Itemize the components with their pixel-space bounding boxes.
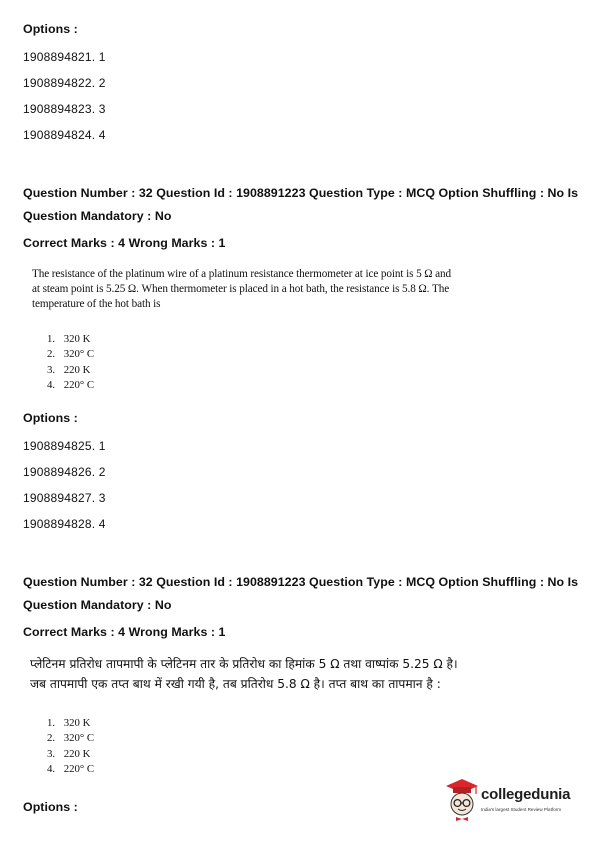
option-line: 1908894824. 4 xyxy=(23,128,106,142)
choice-number: 3. xyxy=(47,747,56,760)
choice-text: 320° C xyxy=(63,732,95,745)
choice-number: 2. xyxy=(47,348,56,361)
choice-text: 320 K xyxy=(63,333,91,345)
choice-text: 220° C xyxy=(63,378,95,391)
question-text-line: प्लेटिनम प्रतिरोध तापमापी के प्लेटिनम तार के प्रतिरोध का हिमांक 5 Ω तथा वाष्पांक 5.25 Ω है। xyxy=(30,657,458,671)
option-line: 1908894822. 2 xyxy=(23,76,106,90)
choice-number: 1. xyxy=(47,333,56,345)
option-line: 1908894828. 4 xyxy=(23,517,106,531)
question-marks: Correct Marks : 4 Wrong Marks : 1 xyxy=(23,236,226,250)
question-text-line: temperature of the hot bath is xyxy=(32,298,161,310)
question-text-line: जब तापमापी एक तप्त बाथ में रखी गयी है, तब प्रतिरोध 5.8 Ω है। तप्त बाथ का तापमान है : xyxy=(30,677,441,691)
question-text-line: The resistance of the platinum wire of a platinum resistance thermometer at ice point is 5 Ω and xyxy=(32,268,452,280)
answer-choice xyxy=(47,747,94,762)
option-line: 1908894825. 1 xyxy=(23,439,106,453)
choice-text: 220 K xyxy=(63,747,91,760)
choice-number: 2. xyxy=(47,732,56,745)
question-marks: Correct Marks : 4 Wrong Marks : 1 xyxy=(23,625,226,639)
answer-choice xyxy=(47,332,94,347)
choice-number: 1. xyxy=(47,717,56,729)
answer-choices xyxy=(47,332,94,393)
option-line: 1908894821. 1 xyxy=(23,50,106,64)
answer-choice xyxy=(47,378,94,393)
options-heading: Options : xyxy=(23,22,78,36)
options-heading: Options : xyxy=(23,411,78,425)
answer-choice xyxy=(47,716,94,731)
choice-text: 320° C xyxy=(63,348,95,361)
collegedunia-logo xyxy=(444,776,584,826)
choice-text: 320 K xyxy=(63,717,91,729)
answer-choice xyxy=(47,762,94,777)
option-line: 1908894827. 3 xyxy=(23,491,106,505)
question-header: Question Number : 32 Question Id : 1908891223 Question Type : MCQ Option Shuffling : No Is xyxy=(23,575,579,589)
choice-text: 220° C xyxy=(63,762,95,775)
choice-text: 220 K xyxy=(63,363,91,376)
options-heading: Options : xyxy=(23,800,78,814)
answer-choice xyxy=(47,731,94,746)
option-line: 1908894826. 2 xyxy=(23,465,106,479)
question-text xyxy=(30,654,458,694)
question-mandatory: Question Mandatory : No xyxy=(23,209,172,223)
answer-choice xyxy=(47,363,94,378)
choice-number: 4. xyxy=(47,762,56,775)
question-header: Question Number : 32 Question Id : 1908891223 Question Type : MCQ Option Shuffling : No Is xyxy=(23,186,579,200)
graduate-face-icon xyxy=(444,778,480,822)
question-text xyxy=(32,267,451,312)
question-mandatory: Question Mandatory : No xyxy=(23,598,172,612)
logo-tagline: India's largest Student Review Platform xyxy=(481,807,562,812)
choice-number: 3. xyxy=(47,363,56,376)
option-line: 1908894823. 3 xyxy=(23,102,106,116)
answer-choices xyxy=(47,716,94,777)
choice-number: 4. xyxy=(47,378,56,391)
answer-choice xyxy=(47,347,94,362)
logo-wordmark: collegedunia xyxy=(481,786,571,803)
question-text-line: at steam point is 5.25 Ω. When thermometer is placed in a hot bath, the resistance is 5.8 Ω. The xyxy=(32,283,450,295)
